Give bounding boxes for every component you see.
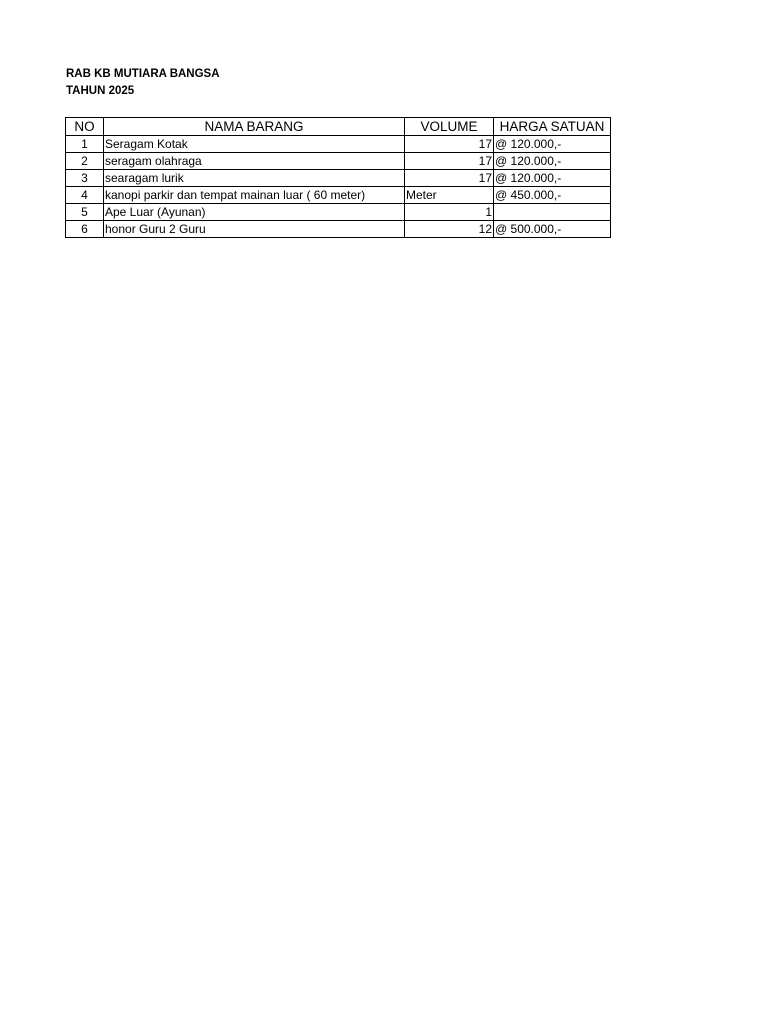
table-row [66, 136, 611, 153]
table-row [66, 221, 611, 238]
cell-no: 3 [66, 170, 104, 187]
title-line-1: RAB KB MUTIARA BANGSA [66, 68, 220, 80]
cell-price: @ 500.000,- [494, 221, 611, 238]
cell-volume: 1 [405, 204, 494, 221]
cell-no: 1 [66, 136, 104, 153]
cell-no: 2 [66, 153, 104, 170]
header-no: NO [66, 118, 104, 136]
cell-price [494, 204, 611, 221]
cell-name: Seragam Kotak [104, 136, 405, 153]
header-name: NAMA BARANG [104, 118, 405, 136]
table-row [66, 204, 611, 221]
cell-price: @ 120.000,- [494, 153, 611, 170]
table-body [66, 136, 611, 238]
header-volume: VOLUME [405, 118, 494, 136]
budget-table [65, 117, 611, 238]
cell-name: Ape Luar (Ayunan) [104, 204, 405, 221]
cell-volume: 17 [405, 153, 494, 170]
table-row [66, 187, 611, 204]
document-title [66, 66, 220, 100]
cell-name: seragam olahraga [104, 153, 405, 170]
cell-no: 4 [66, 187, 104, 204]
cell-name: kanopi parkir dan tempat mainan luar ( 60 meter) [104, 187, 405, 204]
cell-volume: 12 [405, 221, 494, 238]
cell-volume: 17 [405, 170, 494, 187]
cell-price: @ 120.000,- [494, 170, 611, 187]
cell-name: searagam lurik [104, 170, 405, 187]
cell-price: @ 120.000,- [494, 136, 611, 153]
cell-volume: 17 [405, 136, 494, 153]
cell-no: 6 [66, 221, 104, 238]
table-row [66, 153, 611, 170]
cell-volume: Meter [405, 187, 494, 204]
cell-price: @ 450.000,- [494, 187, 611, 204]
table-header-row [66, 118, 611, 136]
header-price: HARGA SATUAN [494, 118, 611, 136]
cell-name: honor Guru 2 Guru [104, 221, 405, 238]
cell-no: 5 [66, 204, 104, 221]
table-row [66, 170, 611, 187]
title-line-2: TAHUN 2025 [66, 85, 135, 97]
